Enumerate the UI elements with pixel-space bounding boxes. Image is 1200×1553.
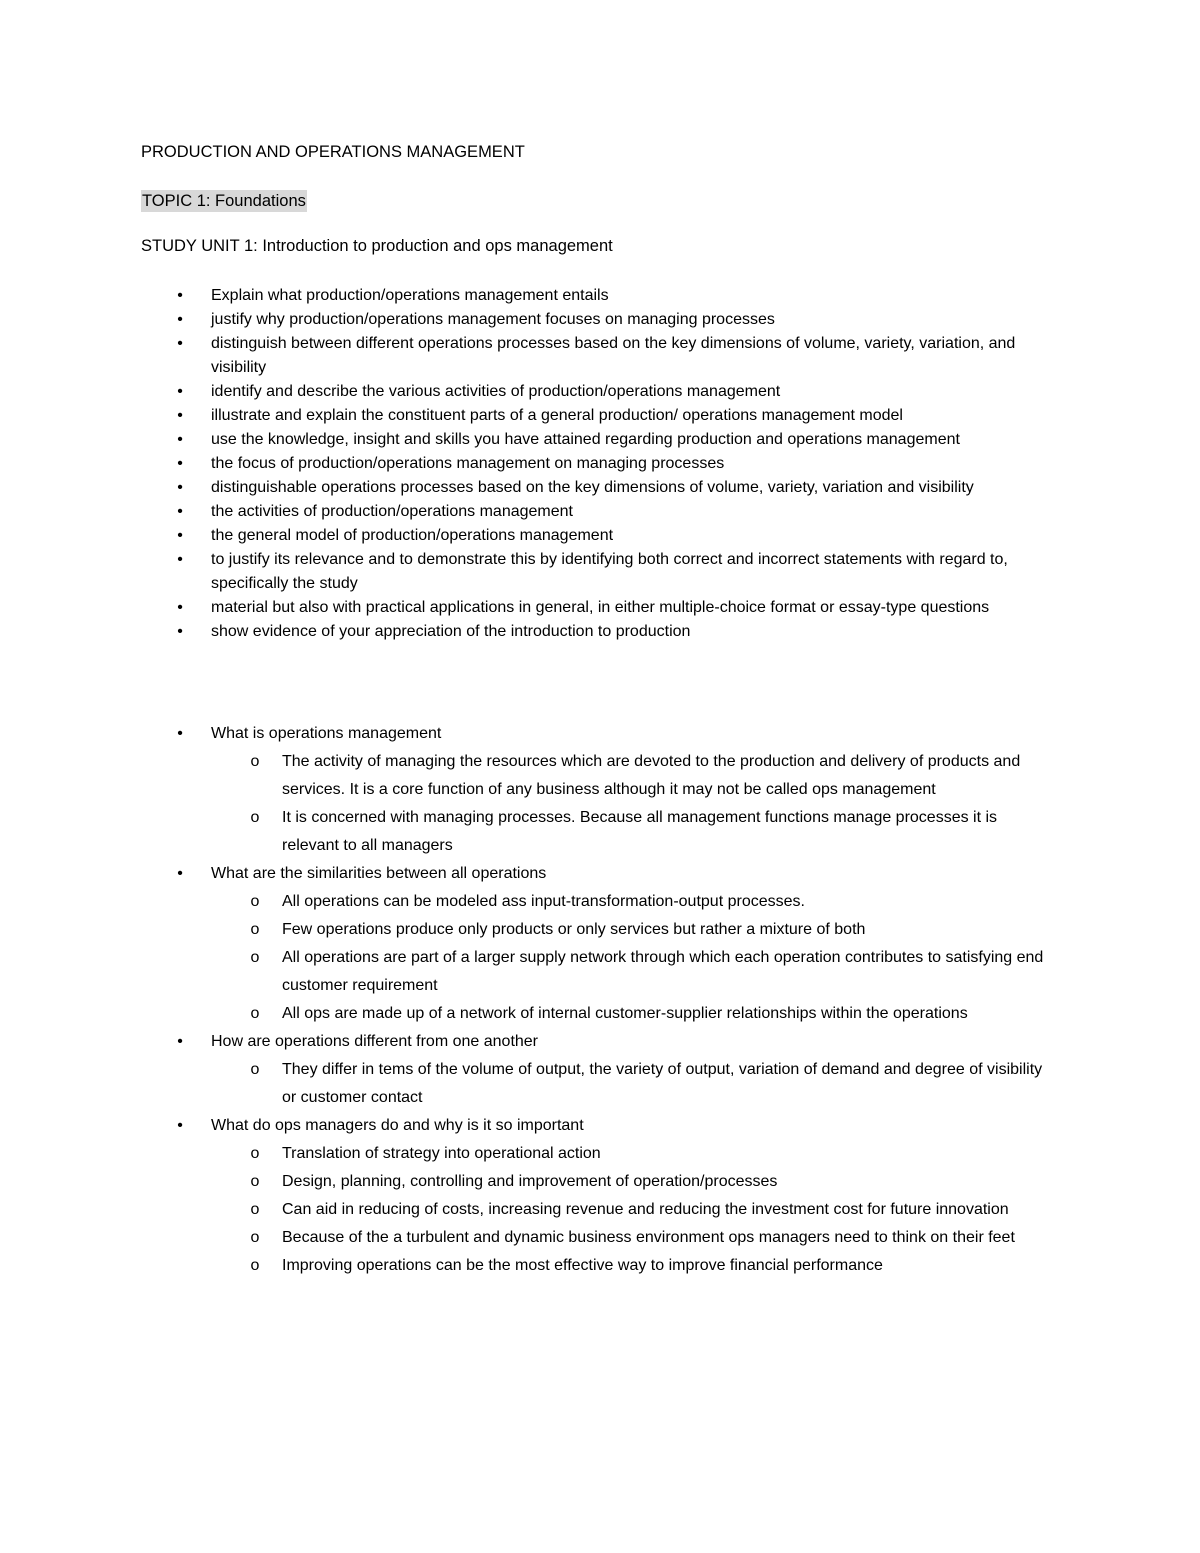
- list-item: [0, 308, 1100, 332]
- list-item: [0, 720, 1100, 860]
- answer-text: Can aid in reducing of costs, increasing revenue and reducing the investment cost for future innovation: [282, 1201, 1009, 1218]
- bullet-icon: •: [177, 527, 183, 544]
- answer-list: [211, 748, 1100, 860]
- objective-text: the activities of production/operations management: [211, 503, 573, 520]
- question-text: How are operations different from one another: [211, 1033, 539, 1050]
- document-title: PRODUCTION AND OPERATIONS MANAGEMENT: [141, 143, 525, 161]
- sub-bullet-icon: o: [250, 1145, 260, 1162]
- objective-text: to justify its relevance and to demonstrate this by identifying both correct and incorrect statements with regard to, specifically the study: [211, 551, 1008, 592]
- list-item: [0, 332, 1100, 380]
- bullet-icon: •: [177, 599, 183, 616]
- list-item: [0, 1028, 1100, 1112]
- list-item: [0, 524, 1100, 548]
- objective-text: use the knowledge, insight and skills you have attained regarding production and operations management: [211, 431, 960, 448]
- answer-list: [211, 888, 1100, 1028]
- answer-text: It is concerned with managing processes. Because all management functions manage processes it is relevant to all managers: [282, 809, 998, 854]
- answer-list: [211, 1140, 1100, 1280]
- bullet-icon: •: [177, 335, 183, 352]
- answer-text: Improving operations can be the most effective way to improve financial performance: [282, 1257, 883, 1274]
- list-item: [0, 748, 1100, 804]
- answer-text: Because of the a turbulent and dynamic business environment ops managers need to think on their feet: [282, 1229, 1015, 1246]
- sub-bullet-icon: o: [250, 1061, 260, 1078]
- sub-bullet-icon: o: [250, 1201, 260, 1218]
- list-item: [0, 888, 1100, 916]
- list-item: [0, 380, 1100, 404]
- list-item: [0, 944, 1100, 1000]
- answer-text: All operations can be modeled ass input-transformation-output processes.: [282, 893, 805, 910]
- answer-text: Translation of strategy into operational action: [282, 1145, 601, 1162]
- list-item: [0, 500, 1100, 524]
- sub-bullet-icon: o: [250, 921, 260, 938]
- bullet-icon: •: [177, 407, 183, 424]
- list-item: [0, 1140, 1100, 1168]
- answer-text: Few operations produce only products or only services but rather a mixture of both: [282, 921, 866, 938]
- question-text: What are the similarities between all operations: [211, 865, 547, 882]
- bullet-icon: •: [177, 551, 183, 568]
- objective-text: illustrate and explain the constituent parts of a general production/ operations management model: [211, 407, 903, 424]
- objective-text: Explain what production/operations management entails: [211, 287, 609, 304]
- list-item: [0, 1168, 1100, 1196]
- bullet-icon: •: [177, 865, 183, 882]
- list-item: [0, 1000, 1100, 1028]
- answer-text: All ops are made up of a network of internal customer-supplier relationships within the operations: [282, 1005, 968, 1022]
- list-item: [0, 452, 1100, 476]
- questions-list: [0, 720, 1100, 1280]
- list-item: [0, 1252, 1100, 1280]
- list-item: [0, 804, 1100, 860]
- answer-text: All operations are part of a larger supply network through which each operation contributes to satisfying end customer requirement: [282, 949, 1044, 994]
- bullet-icon: •: [177, 1117, 183, 1134]
- list-item: [0, 1196, 1100, 1224]
- sub-bullet-icon: o: [250, 809, 260, 826]
- bullet-icon: •: [177, 311, 183, 328]
- topic-heading: TOPIC 1: Foundations: [142, 192, 306, 210]
- answer-list: [211, 1056, 1100, 1112]
- list-item: [0, 476, 1100, 500]
- list-item: [0, 404, 1100, 428]
- list-item: [0, 1224, 1100, 1252]
- bullet-icon: •: [177, 725, 183, 742]
- objective-text: identify and describe the various activities of production/operations management: [211, 383, 781, 400]
- answer-text: Design, planning, controlling and improvement of operation/processes: [282, 1173, 778, 1190]
- objective-text: justify why production/operations management focuses on managing processes: [211, 311, 775, 328]
- list-item: [0, 1112, 1100, 1280]
- sub-bullet-icon: o: [250, 1005, 260, 1022]
- bullet-icon: •: [177, 383, 183, 400]
- bullet-icon: •: [177, 623, 183, 640]
- objectives-list: [0, 284, 1100, 644]
- bullet-icon: •: [177, 287, 183, 304]
- list-item: [0, 284, 1100, 308]
- objective-text: the focus of production/operations management on managing processes: [211, 455, 725, 472]
- objective-text: show evidence of your appreciation of the introduction to production: [211, 623, 691, 640]
- sub-bullet-icon: o: [250, 893, 260, 910]
- answer-text: The activity of managing the resources which are devoted to the production and delivery of products and services. It is a core function of any business although it may not be called ops management: [282, 753, 1021, 798]
- bullet-icon: •: [177, 479, 183, 496]
- bullet-icon: •: [177, 503, 183, 520]
- sub-bullet-icon: o: [250, 1257, 260, 1274]
- question-text: What is operations management: [211, 725, 442, 742]
- objective-text: material but also with practical applications in general, in either multiple-choice format or essay-type questions: [211, 599, 990, 616]
- list-item: [0, 860, 1100, 1028]
- list-item: [0, 548, 1100, 596]
- sub-bullet-icon: o: [250, 1229, 260, 1246]
- list-item: [0, 428, 1100, 452]
- bullet-icon: •: [177, 1033, 183, 1050]
- sub-bullet-icon: o: [250, 1173, 260, 1190]
- bullet-icon: •: [177, 431, 183, 448]
- question-text: What do ops managers do and why is it so important: [211, 1117, 584, 1134]
- sub-bullet-icon: o: [250, 753, 260, 770]
- list-item: [0, 620, 1100, 644]
- list-item: [0, 596, 1100, 620]
- answer-text: They differ in tems of the volume of output, the variety of output, variation of demand and degree of visibility or customer contact: [282, 1061, 1043, 1106]
- objective-text: distinguishable operations processes based on the key dimensions of volume, variety, variation and visibility: [211, 479, 974, 496]
- objective-text: the general model of production/operations management: [211, 527, 614, 544]
- sub-bullet-icon: o: [250, 949, 260, 966]
- study-unit-heading: STUDY UNIT 1: Introduction to production and ops management: [141, 237, 613, 255]
- bullet-icon: •: [177, 455, 183, 472]
- objective-text: distinguish between different operations processes based on the key dimensions of volume, variety, variation, and visibility: [211, 335, 1016, 376]
- list-item: [0, 1056, 1100, 1112]
- list-item: [0, 916, 1100, 944]
